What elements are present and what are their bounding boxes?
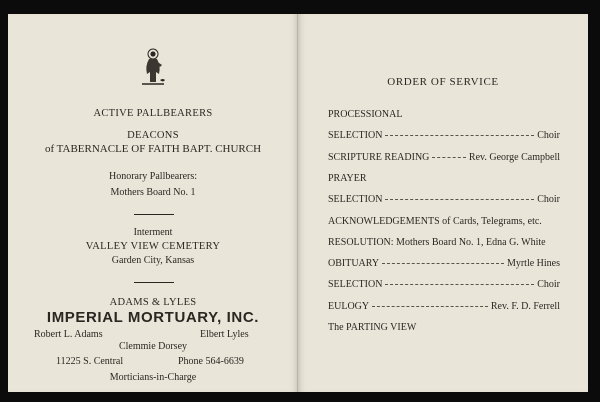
right-page	[298, 14, 588, 392]
dotted-leader	[385, 134, 534, 136]
mortician-name: Robert L. Adams	[34, 329, 103, 340]
service-item-label: SELECTION	[328, 194, 383, 206]
service-item	[328, 301, 560, 315]
service-item-label: EULOGY	[328, 300, 370, 312]
honorary-label: Honorary Pallbearers:	[108, 171, 198, 182]
dotted-leader	[385, 198, 534, 200]
service-item-label: PRAYER	[328, 172, 367, 184]
mortuary-phone: Phone 564-6639	[178, 356, 244, 367]
deacons-label: DEACONS	[127, 130, 179, 141]
program-spread	[8, 14, 588, 392]
adams-lyles: ADAMS & LYLES	[109, 297, 197, 308]
service-item-label: RESOLUTION: Mothers Board No. 1, Edna G. White	[328, 236, 546, 248]
dotted-leader	[432, 156, 466, 158]
divider	[134, 282, 174, 283]
service-item-label: SELECTION	[328, 130, 383, 142]
dotted-leader	[385, 283, 534, 285]
service-item	[328, 130, 560, 144]
service-item-value: Rev. George Campbell	[468, 151, 560, 163]
order-of-service-title: ORDER OF SERVICE	[387, 76, 499, 88]
church-name: of TABERNACLE OF FAITH BAPT. CHURCH	[44, 143, 262, 155]
mortuary-address: 11225 S. Central	[56, 356, 124, 367]
service-item	[328, 109, 560, 123]
mortician-name: Elbert Lyles	[200, 329, 249, 340]
service-item-label: SCRIPTURE READING	[328, 151, 430, 163]
service-item-value: Rev. F. D. Ferrell	[490, 300, 560, 312]
cemetery-name: VALLEY VIEW CEMETERY	[85, 241, 221, 252]
service-item	[328, 152, 560, 166]
dotted-leader	[372, 305, 488, 307]
cemetery-location: Garden City, Kansas	[111, 255, 195, 266]
service-item	[328, 173, 560, 187]
service-item	[328, 322, 560, 336]
service-item	[328, 258, 560, 272]
angel-figure-icon	[136, 46, 170, 88]
left-page	[8, 14, 298, 392]
service-item-value: Choir	[537, 130, 560, 142]
service-item	[328, 279, 560, 293]
morticians-label: Morticians-in-Charge	[109, 372, 197, 383]
interment-label: Interment	[133, 227, 173, 238]
pallbearers-heading: ACTIVE PALLBEARERS	[93, 108, 213, 119]
service-item-value: Choir	[537, 279, 560, 291]
service-item-value: Myrtle Hines	[506, 258, 560, 270]
service-item-label: SELECTION	[328, 279, 383, 291]
dotted-leader	[382, 262, 504, 264]
mortuary-name: IMPERIAL MORTUARY, INC.	[46, 309, 260, 326]
mortician-name: Clemmie Dorsey	[118, 341, 188, 352]
service-item-label: PROCESSIONAL	[328, 109, 403, 120]
honorary-value: Mothers Board No. 1	[110, 187, 196, 198]
service-item	[328, 216, 560, 230]
service-item-label: The PARTING VIEW	[328, 322, 417, 333]
service-item	[328, 194, 560, 208]
service-item	[328, 237, 560, 251]
service-item-label: OBITUARY	[328, 258, 380, 270]
service-item-label: ACKNOWLEDGEMENTS of Cards, Telegrams, etc.	[328, 215, 542, 227]
divider	[134, 214, 174, 215]
service-item-value: Choir	[537, 194, 560, 206]
